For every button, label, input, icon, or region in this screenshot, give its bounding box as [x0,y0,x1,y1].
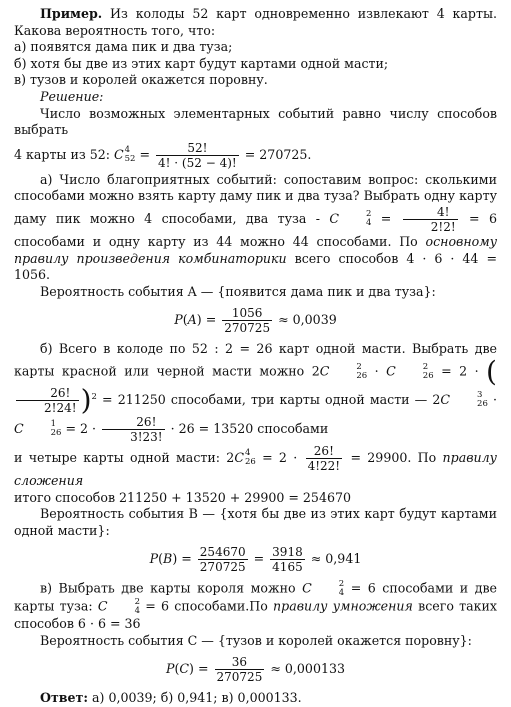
answer-line [14,690,497,707]
item-a: а) появятся дама пик и два туза; [14,39,233,55]
part-b-text: б) Всего в колоде по 52 : 2 = 26 карт одной масти. Выбрать две карты красной или черной масти можно 2C 2 26 · C 2 26 = 2 · ( $\frac{26!}{2!24!}$ )$^2$ = 211250 способами, три карты одной масти — 2C 3 26 · C 1 26 = 2 · $\frac{26!}{3!23!}$ · 26 = 13520 способами [14,341,497,444]
prob-b-formula: P(B) = $\frac{254670}{270725}$ = $\frac{3918}{4165}$ ≈ 0,941 [149,545,362,575]
answer-label: Ответ: [40,690,88,706]
rule-multiplication: правилу умножения [273,598,413,614]
example-text: Из колоды 52 карт одновременно извлекают 4 карты. Какова вероятность того, что: [14,6,497,38]
solution-intro: Число возможных элементарных событий равно числу способов выбрать [14,105,497,138]
example-statement [14,6,497,39]
answer-text: а) 0,0039; б) 0,941; в) 0,000133. [92,690,302,706]
item-b: б) хотя бы две из этих карт будут картами одной масти; [14,55,389,71]
prob-c-formula: P(C) = $\frac{36}{270725}$ ≈ 0,000133 [165,655,345,685]
part-c-prob-label: Вероятность события C — {тузов и королей окажется поровну}: [40,632,472,648]
rule-product: основному правилу произведения комбинаторики [14,233,497,266]
part-b-text-2: и четыре карты одной масти: 2C 4 26 = 2 · $\frac{26!}{4!22!}$ = 29900. По правилу сложения [14,443,497,488]
part-a-text: а) Число благоприятных событий: сопоставим вопрос: сколькими способами можно взять карту даму пик и два туза? Выбрать одну карту даму пик можно 4 способами, два туза - C 2 4 = $\frac{4!}{2!2!}$ = 6 способами и одну карту из 44 можно 44 способами. По основному правилу произведения комбинаторики всего способов 4 · 6 · 44 = 1056. [14,171,498,283]
rule-sum: правилу сложения [14,449,497,488]
item-c: в) тузов и королей окажется поровну. [14,72,268,88]
example-heading: Пример. [40,6,103,21]
part-c-text: в) Выбрать две карты короля можно C 2 4 = 6 способами и две карты туза: C 2 4 = 6 способами.По правилу умножения всего таких способов 6 · 6 = 36 [14,579,497,632]
part-a-prob-label: Вероятность события A — {появится дама пик и два туза}: [40,283,436,299]
intro-formula-line: 4 карты из 52: C 4 52 = $\frac{52!}{4! \cdot (52 - 4)!}$ = 270725. [14,140,312,170]
combination-fraction: $\frac{52!}{4! \cdot (52 - 4)!}$ [158,140,237,170]
solution-heading: Решение: [40,88,104,104]
part-b-total: итого способов 211250 + 13520 + 29900 = 254670 [14,489,351,505]
prob-a-formula: P(A) = $\frac{1056}{270725}$ ≈ 0,0039 [174,306,337,336]
part-b-prob-label: Вероятность события B — {хотя бы две из этих карт будут картами одной масти}: [14,506,497,538]
